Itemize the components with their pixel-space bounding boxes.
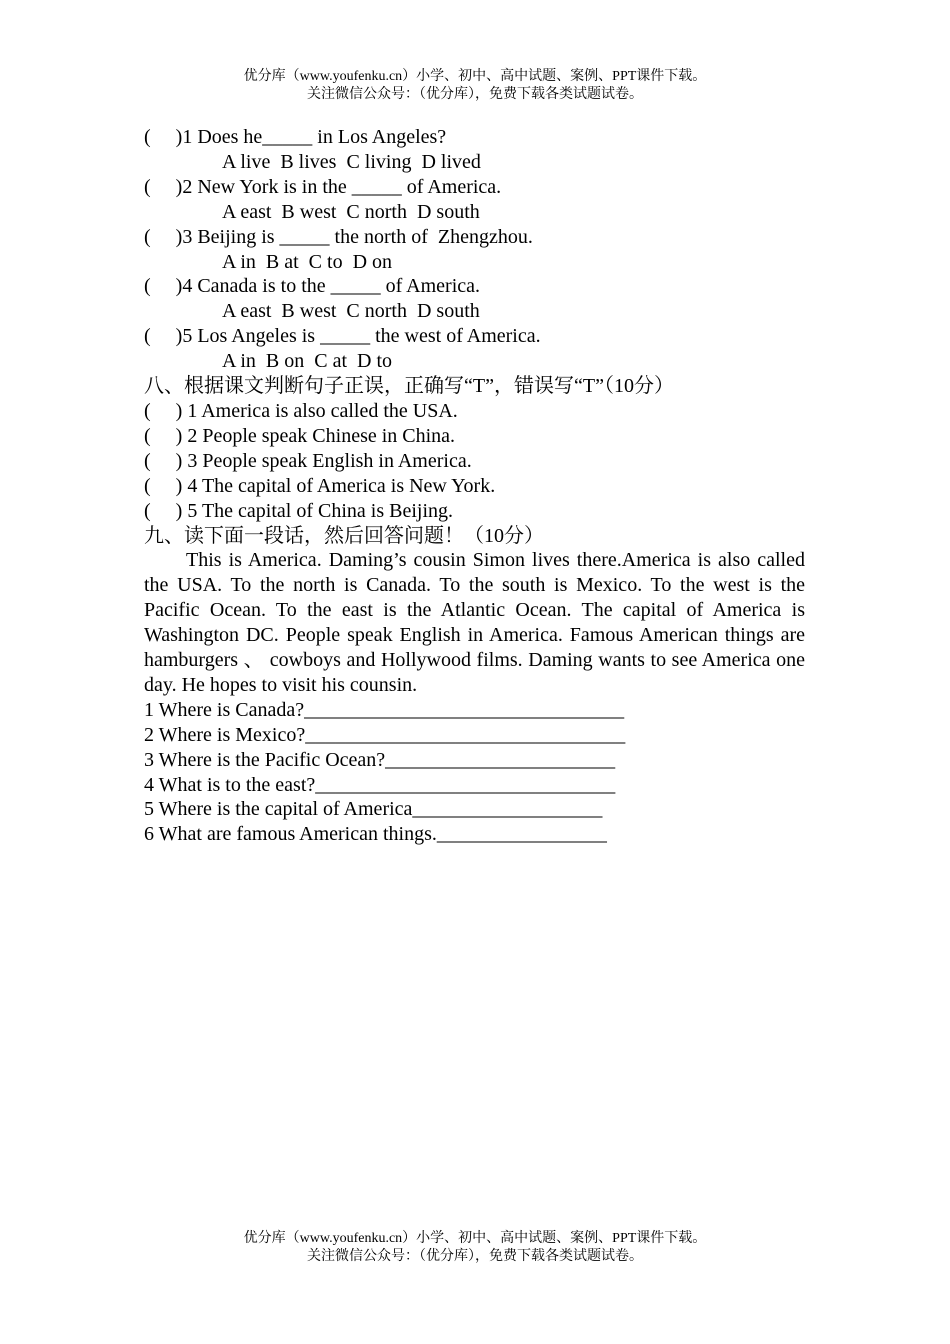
question-stem: ( )5 Los Angeles is _____ the west of America. [144,325,541,348]
question-stem: ( )2 New York is in the _____ of America. [144,175,502,198]
true-false-item-4: ( ) 4 The capital of America is New York. [144,474,496,497]
choice-question-4 [144,274,805,324]
header-line-2: 关注微信公众号：（优分库），免费下载各类试题试卷。 [307,87,643,102]
reading-question-6: 6 What are famous American things._________________ [144,823,607,846]
reading-question-5: 5 Where is the capital of America___________________ [144,798,603,821]
choice-question-1 [144,125,805,175]
true-false-item-1: ( ) 1 America is also called the USA. [144,399,458,422]
question-stem: ( )3 Beijing is _____ the north of Zhengzhou. [144,225,533,248]
reading-question-3: 3 Where is the Pacific Ocean?_______________________ [144,748,616,771]
true-false-item-2: ( ) 2 People speak Chinese in China. [144,424,456,447]
page-footer [0,1230,950,1266]
footer-line-1: 优分库（www.youfenku.cn）小学、初中、高中试题、案例、PPT课件下载。 [243,1231,707,1246]
reading-question-2: 2 Where is Mexico?________________________________ [144,723,626,746]
choice-question-3 [144,225,805,275]
question-stem: ( )4 Canada is to the _____ of America. [144,275,481,298]
reading-passage: This is America. Daming’s cousin Simon lives there.America is also called the USA. To the north is Canada. To the south is Mexico. To the west is the Pacific Ocean. To the east is the Atlantic Ocean. The capital of America is Washington DC. People speak English in America. Famous American things are hamburgers 、 cowboys and Hollywood films. Daming wants to see America one day. He hopes to visit his counsin. [144,549,805,696]
question-options: A east B west C north D south [222,300,480,323]
section-9-title: 九、读下面一段话，然后回答问题！（10分） [144,524,544,547]
question-options: A in B on C at D to [222,350,393,373]
reading-question-1: 1 Where is Canada?________________________________ [144,698,625,721]
true-false-item-5: ( ) 5 The capital of China is Beijing. [144,499,454,522]
question-options: A live B lives C living D lived [222,150,481,173]
true-false-item-3: ( ) 3 People speak English in America. [144,449,472,472]
reading-question-4: 4 What is to the east?______________________________ [144,773,616,796]
choice-question-2 [144,175,805,225]
question-options: A in B at C to D on [222,250,393,273]
choice-question-5 [144,324,805,374]
worksheet-content [144,125,805,847]
footer-line-2: 关注微信公众号：（优分库），免费下载各类试题试卷。 [307,1249,643,1264]
question-stem: ( )1 Does he_____ in Los Angeles? [144,126,447,148]
page-header [0,68,950,104]
section-8-title: 八、根据课文判断句子正误，正确写“T”，错误写“T”（10分） [144,375,674,398]
header-line-1: 优分库（www.youfenku.cn）小学、初中、高中试题、案例、PPT课件下载。 [243,69,707,84]
question-options: A east B west C north D south [222,200,480,223]
